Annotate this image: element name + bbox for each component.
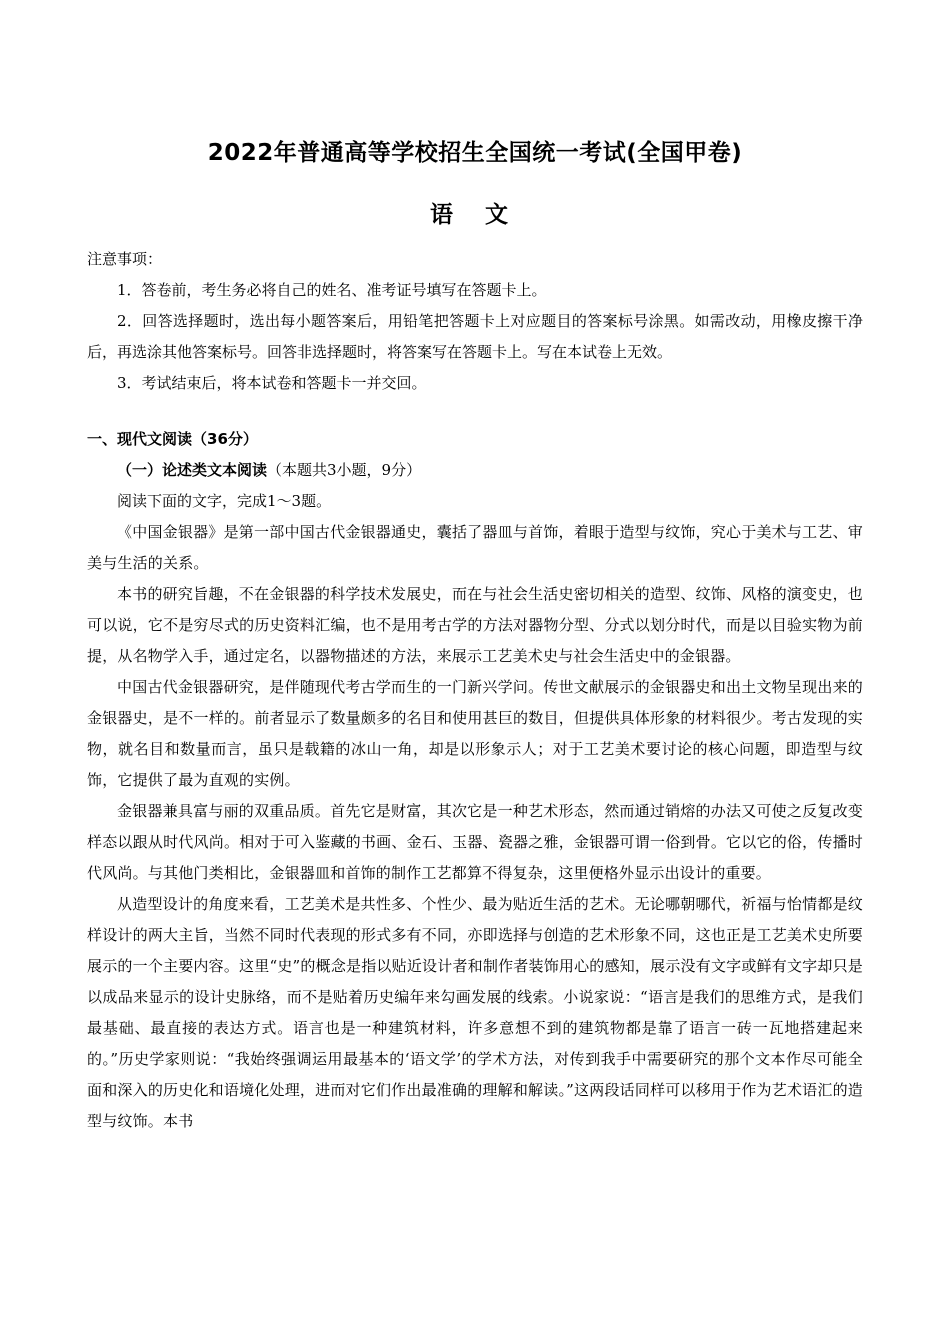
notice-item: 1．答卷前，考生务必将自己的姓名、准考证号填写在答题卡上。: [117, 281, 547, 299]
exam-title: 2022年普通高等学校招生全国统一考试(全国甲卷): [207, 140, 743, 166]
notice-item: 3．考试结束后，将本试卷和答题卡一并交回。: [117, 374, 427, 392]
passage-paragraph: 金银器兼具富与丽的双重品质。首先它是财富，其次它是一种艺术形态，然而通过销熔的办法又可使之反复改变样态以跟从时代风尚。相对于可入鉴藏的书画、金石、玉器、瓷器之雅，金银器可谓一俗到骨。它以它的俗，传播时代风尚。与其他门类相比，金银器皿和首饰的制作工艺都算不得复杂，这里便格外显示出设计的重要。: [87, 802, 863, 882]
section-modern-reading: [87, 424, 863, 1137]
notice-block: [87, 244, 863, 399]
subject-title: 语 文: [429, 202, 520, 228]
passage-paragraph: 从造型设计的角度来看，工艺美术是共性多、个性少、最为贴近生活的艺术。无论哪朝哪代，祈福与怡情都是纹样设计的两大主旨，当然不同时代表现的形式多有不同，亦即选择与创造的艺术形象不同，这也正是工艺美术史所要展示的一个主要内容。这里“史”的概念是指以贴近设计者和制作者装饰用心的感知，展示没有文字或鲜有文字却只是以成品来显示的设计史脉络，而不是贴着历史编年来勾画发展的线索。小说家说：“语言是我们的思维方式，是我们最基础、最直接的表达方式。语言也是一种建筑材料，许多意想不到的建筑物都是靠了语言一砖一瓦地搭建起来的。”历史学家则说：“我始终强调运用最基本的‘语文学’的学术方法，对传到我手中需要研究的那个文本作尽可能全面和深入的历史化和语境化处理，进而对它们作出最准确的理解和解读。”这两段话同样可以移用于作为艺术语汇的造型与纹饰。本书: [87, 895, 863, 1130]
notice-heading: 注意事项：: [87, 250, 163, 268]
section-title: 一、现代文阅读（36分）: [87, 430, 258, 448]
subsection-title-bold: （一）论述类文本阅读: [117, 461, 268, 479]
subsection-title-note: （本题共3小题，9分）: [267, 461, 422, 479]
subsection-title: [87, 455, 863, 486]
notice-item: 2．回答选择题时，选出每小题答案后，用铅笔把答题卡上对应题目的答案标号涂黑。如需改动，用橡皮擦干净后，再选涂其他答案标号。回答非选择题时，将答案写在答题卡上。写在本试卷上无效。: [87, 312, 863, 361]
passage-paragraph: 中国古代金银器研究，是伴随现代考古学而生的一门新兴学问。传世文献展示的金银器史和出土文物呈现出来的金银器史，是不一样的。前者显示了数量颇多的名目和使用甚巨的数目，但提供具体形象的材料很少。考古发现的实物，就名目和数量而言，虽只是载籍的冰山一角，却是以形象示人；对于工艺美术要讨论的核心问题，即造型与纹饰，它提供了最为直观的实例。: [87, 678, 863, 789]
passage-paragraph: 本书的研究旨趣，不在金银器的科学技术发展史，而在与社会生活史密切相关的造型、纹饰、风格的演变史，也可以说，它不是穷尽式的历史资料汇编，也不是用考古学的方法对器物分型、分式以划分时代，而是以目验实物为前提，从名物学入手，通过定名，以器物描述的方法，来展示工艺美术史与社会生活史中的金银器。: [87, 585, 863, 665]
reading-passage: [87, 517, 863, 1137]
passage-paragraph: 《中国金银器》是第一部中国古代金银器通史，囊括了器皿与首饰，着眼于造型与纹饰，究心于美术与工艺、审美与生活的关系。: [87, 523, 863, 572]
reading-instruction: 阅读下面的文字，完成1～3题。: [117, 492, 332, 510]
